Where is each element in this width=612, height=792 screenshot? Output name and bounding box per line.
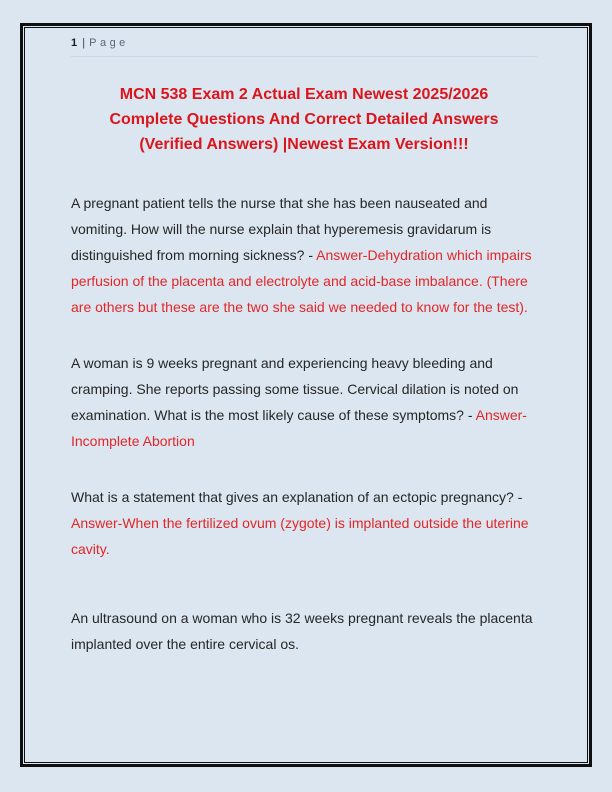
page-header [71, 37, 537, 57]
page-label: Page [89, 37, 129, 49]
page-border-inner [24, 27, 588, 763]
title-line-2: Complete Questions And Correct Detailed Answers [109, 111, 499, 128]
qa-paragraph [71, 605, 537, 657]
title-line-3: (Verified Answers) |Newest Exam Version!!! [139, 136, 469, 153]
question-text: A pregnant patient tells the nurse that she has been nauseated and vomiting. How will the nurse explain that hyperemesis gravidarum is distinguished from morning sickness? - [71, 195, 492, 263]
question-text: What is a statement that gives an explanation of an ectopic pregnancy? - [71, 489, 523, 505]
answer-text: Answer-When the fertilized ovum (zygote) is implanted outside the uterine cavity. [71, 515, 529, 557]
question-text: A woman is 9 weeks pregnant and experiencing heavy bleeding and cramping. She reports passing some tissue. Cervical dilation is noted on examination. What is the most likely cause of these symptoms? - [71, 355, 519, 423]
answer-text: Answer-Incomplete Abortion [71, 407, 527, 449]
page-content [25, 28, 587, 762]
document-title [71, 82, 537, 157]
qa-paragraph [71, 350, 537, 454]
qa-paragraph [71, 484, 537, 562]
answer-text: Answer-Dehydration which impairs perfusion of the placenta and electrolyte and acid-base imbalance. (There are others but these are the two she said we needed to know for the test). [71, 247, 532, 315]
title-line-1: MCN 538 Exam 2 Actual Exam Newest 2025/2026 [119, 86, 489, 103]
page-border-frame [20, 23, 592, 767]
page-number: 1 [71, 37, 79, 49]
header-separator: | [82, 37, 86, 49]
qa-paragraph [71, 190, 537, 320]
question-text: An ultrasound on a woman who is 32 weeks pregnant reveals the placenta implanted over the entire cervical os. [71, 610, 533, 652]
